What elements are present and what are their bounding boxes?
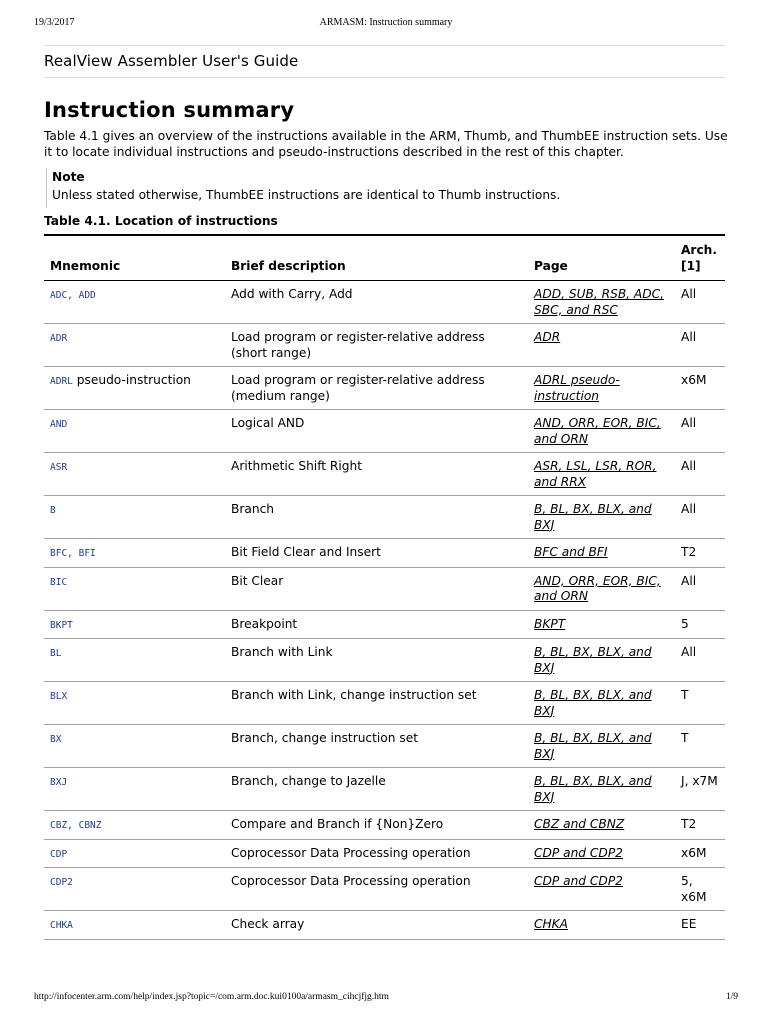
mnemonic-cell [44,367,225,410]
table-row [44,539,725,568]
mnemonic-cell [44,567,225,610]
description-cell: Branch with Link, change instruction set [225,682,528,725]
arch-cell: EE [675,911,725,940]
print-page-number: 1/9 [725,992,738,1002]
mnemonic-cell [44,539,225,568]
arch-cell: All [675,453,725,496]
arch-cell: T2 [675,811,725,840]
mnemonic-code: BLX [50,691,68,702]
arch-cell: 5, x6M [675,868,725,911]
mnemonic-cell [44,725,225,768]
description-cell: Branch, change to Jazelle [225,768,528,811]
description-cell: Bit Clear [225,567,528,610]
page-link[interactable]: B, BL, BX, BLX, and BXJ [534,645,652,675]
arch-cell: 5 [675,610,725,639]
description-cell: Coprocessor Data Processing operation [225,868,528,911]
page-cell [528,768,675,811]
page-link[interactable]: CBZ and CBNZ [534,817,625,831]
table-row [44,868,725,911]
mnemonic-code: BX [50,734,62,745]
table-row [44,911,725,940]
page-link[interactable]: AND, ORR, EOR, BIC, and ORN [534,416,661,446]
description-cell: Branch [225,496,528,539]
page-link[interactable]: ASR, LSL, LSR, ROR, and RRX [534,459,657,489]
mnemonic-cell [44,682,225,725]
mnemonic-code: CDP2 [50,877,73,888]
page-link[interactable]: B, BL, BX, BLX, and BXJ [534,688,652,718]
description-cell: Breakpoint [225,610,528,639]
page-cell [528,410,675,453]
table-row [44,567,725,610]
mnemonic-cell [44,911,225,940]
header-page: Page [528,235,675,281]
arch-cell: T2 [675,539,725,568]
page-link[interactable]: BKPT [534,616,566,631]
table-row [44,682,725,725]
description-cell: Bit Field Clear and Insert [225,539,528,568]
table-row [44,324,725,367]
mnemonic-code: AND [50,419,68,430]
mnemonic-code: CHKA [50,920,73,931]
description-cell: Compare and Branch if {Non}Zero [225,811,528,840]
print-document-title: ARMASM: Instruction summary [319,17,453,28]
table-row [44,839,725,868]
mnemonic-code: BXJ [50,777,68,788]
page-link[interactable]: CHKA [534,917,569,931]
table-row [44,725,725,768]
page-link[interactable]: BFC and BFI [534,545,608,559]
print-header [34,17,738,31]
table-row [44,496,725,539]
page-cell [528,496,675,539]
mnemonic-cell [44,453,225,496]
header-description: Brief description [225,235,528,281]
mnemonic-code: ADC, ADD [50,290,96,301]
header-arch: Arch. [1] [675,235,725,281]
page-cell [528,453,675,496]
arch-cell: All [675,281,725,324]
mnemonic-code: BKPT [50,619,73,631]
description-cell: Branch with Link [225,639,528,682]
page-link[interactable]: B, BL, BX, BLX, and BXJ [534,502,652,532]
table-row [44,639,725,682]
description-cell: Logical AND [225,410,528,453]
mnemonic-code: BFC, BFI [50,548,96,559]
arch-cell: T [675,682,725,725]
mnemonic-cell [44,811,225,840]
page-cell [528,911,675,940]
page-cell [528,281,675,324]
mnemonic-cell [44,768,225,811]
note-box [46,168,560,208]
arch-cell: J, x7M [675,768,725,811]
description-cell: Arithmetic Shift Right [225,453,528,496]
page-cell [528,682,675,725]
mnemonic-code: ADR [50,333,68,344]
mnemonic-code: BIC [50,576,68,588]
print-footer [34,992,738,1006]
arch-cell: All [675,567,725,610]
page-cell [528,868,675,911]
table-row [44,281,725,324]
page-cell [528,725,675,768]
table-row [44,811,725,840]
arch-cell: T [675,725,725,768]
mnemonic-cell [44,281,225,324]
mnemonic-cell [44,324,225,367]
description-cell: Load program or register-relative address (short range) [225,324,528,367]
description-cell: Check array [225,911,528,940]
page-link[interactable]: B, BL, BX, BLX, and BXJ [534,731,652,761]
mnemonic-cell [44,496,225,539]
page-link[interactable]: CDP and CDP2 [534,845,623,860]
mnemonic-suffix: pseudo-instruction [72,373,191,387]
arch-cell: All [675,410,725,453]
table-row [44,768,725,811]
description-cell: Coprocessor Data Processing operation [225,839,528,868]
note-text: Unless stated otherwise, ThumbEE instructions are identical to Thumb instructions. [52,188,561,202]
page-cell [528,610,675,639]
instructions-table [44,234,725,940]
page-cell [528,539,675,568]
mnemonic-code: CDP [50,848,68,860]
intro-paragraph: Table 4.1 gives an overview of the instructions available in the ARM, Thumb, and ThumbEE instruction sets. Use it to locate individual instructions and pseudo-instructions described in the rest of this chapter. [44,129,728,159]
page-link[interactable]: CDP and CDP2 [534,874,623,888]
print-url: http://infocenter.arm.com/help/index.jsp?topic=/com.arm.doc.kui0100a/armasm_cihcjfjg.htm [34,992,389,1002]
table-body [44,281,725,940]
table-caption: Table 4.1. Location of instructions [44,214,278,228]
mnemonic-cell [44,868,225,911]
arch-cell: x6M [675,839,725,868]
mnemonic-cell [44,839,225,868]
page-cell [528,367,675,410]
page-cell [528,567,675,610]
arch-cell: All [675,639,725,682]
description-cell: Add with Carry, Add [225,281,528,324]
guide-title: RealView Assembler User's Guide [44,45,725,70]
table-header-row [44,235,725,281]
page-cell [528,324,675,367]
arch-cell: All [675,496,725,539]
page-title: Instruction summary [44,98,295,122]
arch-cell: x6M [675,367,725,410]
table-row [44,453,725,496]
mnemonic-cell [44,610,225,639]
page-link[interactable]: ADRL pseudo-instruction [534,373,620,403]
table-row [44,610,725,639]
mnemonic-code: B [50,505,56,516]
note-title: Note [52,170,85,184]
description-cell: Load program or register-relative address (medium range) [225,367,528,410]
mnemonic-code: CBZ, CBNZ [50,820,102,831]
print-date: 19/3/2017 [34,17,75,28]
page-cell [528,839,675,868]
page-link[interactable]: ADD, SUB, RSB, ADC, SBC, and RSC [534,287,665,317]
description-cell: Branch, change instruction set [225,725,528,768]
table-row [44,367,725,410]
guide-divider [44,77,725,78]
page-cell [528,811,675,840]
mnemonic-cell [44,639,225,682]
header-mnemonic: Mnemonic [44,235,225,281]
mnemonic-code: BL [50,648,62,659]
page-cell [528,639,675,682]
mnemonic-code: ADRL [50,376,73,387]
mnemonic-cell [44,410,225,453]
page-link[interactable]: ADR [534,330,561,344]
page-link[interactable]: B, BL, BX, BLX, and BXJ [534,774,652,804]
table-row [44,410,725,453]
mnemonic-code: ASR [50,462,68,473]
page-link[interactable]: AND, ORR, EOR, BIC, and ORN [534,573,661,603]
arch-cell: All [675,324,725,367]
